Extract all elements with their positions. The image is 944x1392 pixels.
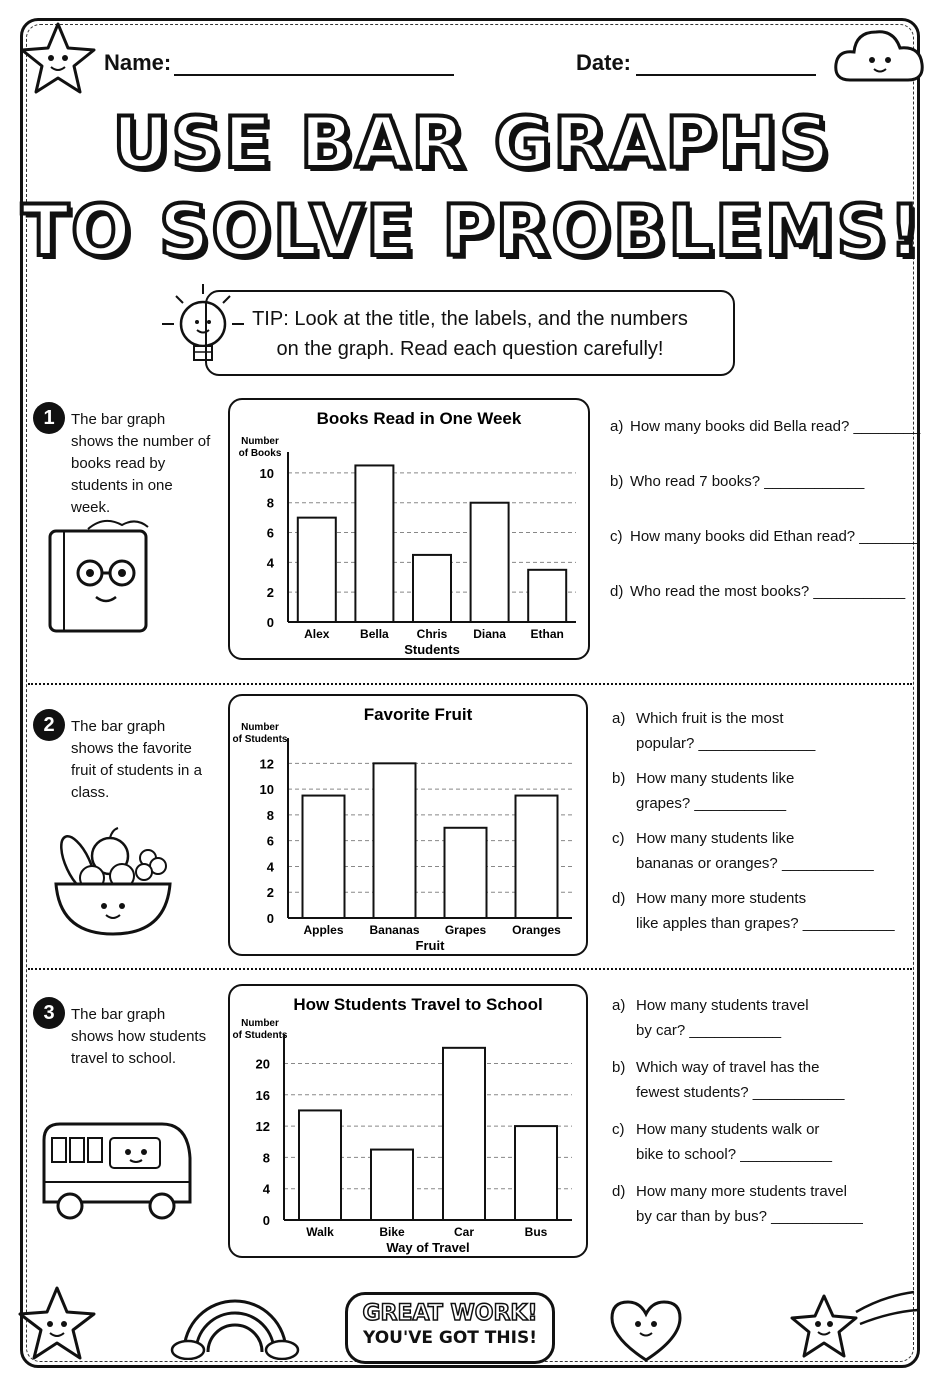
question-item [612,826,874,876]
bar [413,555,451,622]
question-letter: b) [612,1059,626,1076]
bar [516,796,558,918]
x-tick-label: Oranges [512,923,561,937]
bar [303,796,345,918]
y-tick-label: 10 [259,782,274,798]
book-icon [44,515,156,639]
section-number: 1 [33,402,65,434]
bar [371,1150,413,1220]
question-letter: b) [612,770,626,787]
y-tick-label: 16 [255,1087,270,1103]
name-label: Name: [104,50,172,75]
question-text[interactable]: How many students walk or [636,1121,820,1138]
question-text[interactable]: Which way of travel has the [636,1059,820,1076]
y-tick-label: 8 [266,495,274,511]
y-tick-label: 6 [266,833,274,849]
question-text-continued[interactable]: bike to school? ___________ [636,1146,832,1163]
question-item [610,579,905,604]
question-letter: b) [610,473,624,490]
question-letter: a) [612,997,626,1014]
y-tick-label: 8 [262,1150,270,1166]
question-item [612,766,794,816]
question-letter: c) [612,1121,625,1138]
question-letter: d) [612,1183,626,1200]
x-tick-label: Alex [304,627,330,641]
page-title-line2: TO SOLVE PROBLEMS! [21,190,923,272]
tip-line2: on the graph. Read each question carefully! [276,338,664,360]
question-item [610,414,920,439]
tip-line1: TIP: Look at the title, the labels, and the numbers [252,308,688,330]
question-letter: c) [610,528,623,545]
y-tick-label: 0 [266,911,274,926]
x-axis-label: Way of Travel [386,1240,470,1255]
bar [443,1048,485,1220]
question-text-continued[interactable]: bananas or oranges? ___________ [636,855,874,872]
y-tick-label: 0 [266,615,274,630]
chart-travel [230,986,586,1256]
x-axis-label: Fruit [415,938,445,953]
chart-title: Books Read in One Week [316,409,522,428]
question-item [612,886,895,936]
bar [355,465,393,622]
question-text-continued[interactable]: fewest students? ___________ [636,1084,845,1101]
question-item [612,706,815,756]
question-text[interactable]: Which fruit is the most [636,710,784,727]
y-axis-label: of Students [232,734,288,745]
y-tick-label: 2 [266,585,274,601]
badge-line1: GREAT WORK! [362,1301,538,1326]
question-item [612,1055,845,1105]
question-text[interactable]: How many students like [636,770,795,787]
star-icon [12,1280,102,1366]
bar [298,518,336,622]
section-divider [28,968,912,970]
date-field[interactable] [636,74,816,76]
date-label: Date: [576,50,632,75]
y-tick-label: 6 [266,525,274,541]
great-work-badge [345,1292,555,1364]
section-description: The bar graph shows how students travel to school. [71,1006,207,1067]
question-letter: d) [612,890,626,907]
question-item [610,469,864,494]
section-divider [28,683,912,685]
question-item [610,524,918,549]
y-axis-label: of Books [238,448,282,459]
x-tick-label: Walk [306,1225,334,1239]
x-tick-label: Bike [379,1225,405,1239]
y-tick-label: 0 [262,1213,270,1228]
chart-box-fruit [228,694,588,956]
question-text[interactable]: How many students like [636,830,795,847]
page-title-line1: USE BAR GRAPHS [112,102,832,184]
question-text[interactable]: How many more students [636,890,807,907]
section-description: The bar graph shows the number of books read by students in one week. [71,411,211,516]
x-tick-label: Bananas [369,923,420,937]
chart-books [230,400,588,658]
question-letter: c) [612,830,625,847]
question-text-continued[interactable]: by car? ___________ [636,1022,782,1039]
y-axis-label: of Students [232,1030,288,1041]
y-tick-label: 20 [255,1056,270,1072]
y-tick-label: 4 [266,555,274,571]
question-text-continued[interactable]: like apples than grapes? ___________ [636,915,895,932]
cloud-icon [830,20,930,90]
question-letter: d) [610,583,624,600]
x-tick-label: Grapes [444,923,487,937]
bar [471,503,509,622]
x-tick-label: Bus [524,1225,548,1239]
question-text[interactable]: How many more students travel [636,1183,847,1200]
y-axis-label: Number [241,722,279,733]
question-item [612,993,809,1043]
x-tick-label: Bella [360,627,389,641]
star-icon [18,18,98,98]
question-text[interactable]: How many books did Bella read? ________ [630,418,921,435]
chart-box-books [228,398,590,660]
section-number: 2 [33,709,65,741]
y-tick-label: 2 [266,885,274,901]
rainbow-icon [170,1290,300,1360]
bar [528,570,566,622]
question-item [612,1117,832,1167]
x-tick-label: Chris [416,627,448,641]
x-tick-label: Apples [303,923,344,937]
chart-title: How Students Travel to School [293,995,543,1014]
tip-box [205,290,735,376]
y-axis-label: Number [241,436,279,447]
y-axis-label: Number [241,1018,279,1029]
y-tick-label: 10 [259,465,274,481]
y-tick-label: 4 [262,1181,270,1197]
badge-line2: YOU'VE GOT THIS! [363,1328,537,1348]
question-text[interactable]: Who read the most books? ___________ [630,583,906,600]
x-tick-label: Diana [473,627,506,641]
school-bus-icon [38,1118,198,1226]
x-tick-label: Ethan [530,627,564,641]
section-description: The bar graph shows the favorite fruit of students in a class. [71,718,202,801]
x-axis-label: Students [404,642,460,657]
shooting-star-icon [784,1286,924,1366]
question-text-continued[interactable]: grapes? ___________ [636,795,787,812]
chart-box-travel [228,984,588,1258]
fruit-bowl-icon [48,822,178,940]
chart-fruit [230,696,586,954]
y-tick-label: 12 [255,1119,270,1135]
question-text[interactable]: How many books did Ethan read? _______ [630,528,918,545]
x-tick-label: Car [453,1225,475,1239]
question-text[interactable]: How many students travel [636,997,809,1014]
name-field[interactable] [174,74,454,76]
question-letter: a) [610,418,624,435]
bar [374,763,416,918]
question-text[interactable]: Who read 7 books? ____________ [630,473,865,490]
y-tick-label: 12 [259,756,274,772]
question-letter: a) [612,710,626,727]
section-number: 3 [33,997,65,1029]
question-item [612,1179,863,1229]
heart-icon [606,1296,686,1366]
bar [299,1110,341,1220]
bar [515,1126,557,1220]
bar [445,828,487,918]
y-tick-label: 8 [266,807,274,823]
y-tick-label: 4 [266,859,274,875]
chart-title: Favorite Fruit [363,705,473,724]
question-text-continued[interactable]: by car than by bus? ___________ [636,1208,863,1225]
question-text-continued[interactable]: popular? ______________ [636,735,816,752]
